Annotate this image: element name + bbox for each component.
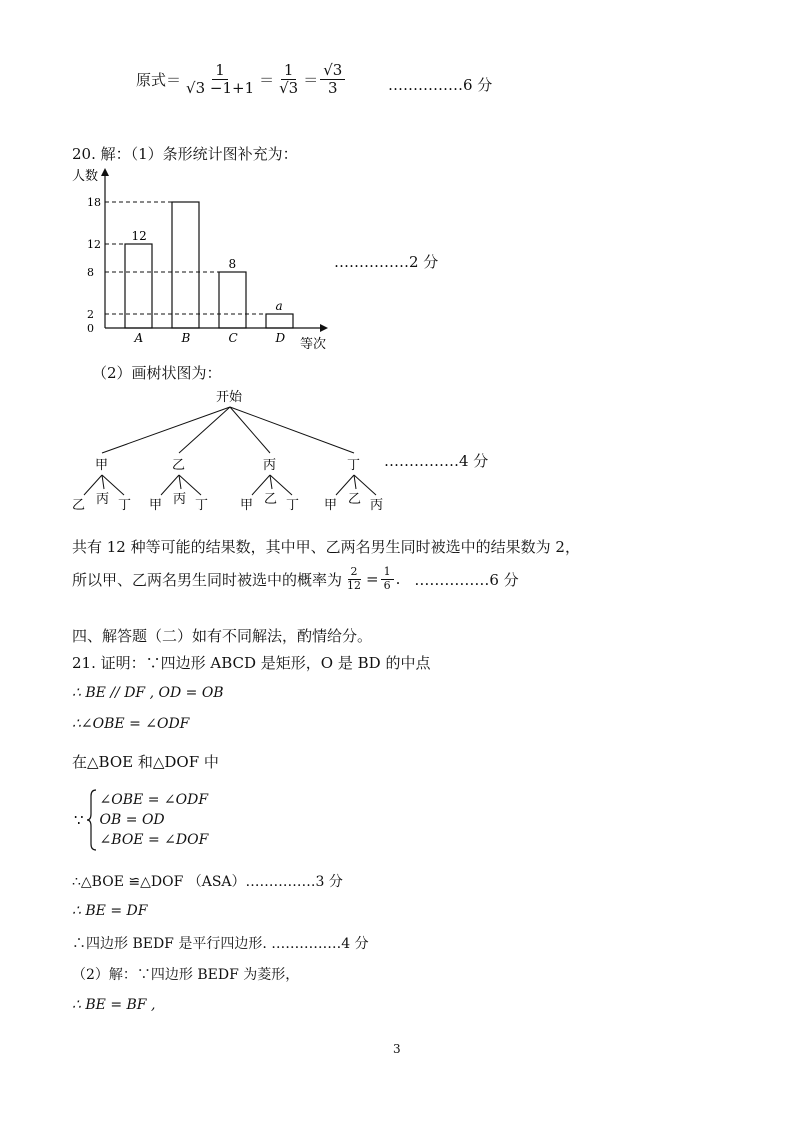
category-label: B (181, 331, 191, 345)
simplify-line (136, 62, 347, 98)
q21-line-2: ∴ BE // DF , OD = OB (72, 685, 224, 701)
because-symbol: ∵ (74, 811, 84, 829)
simplify-score: ……………6 分 (388, 76, 493, 94)
probability-line-1: 共有 12 种等可能的结果数，其中甲、乙两名男生同时被选中的结果数为 2， (72, 538, 580, 556)
fraction-2: $\frac{1}{√3}$ (279, 61, 299, 98)
q21-line-9: ∴ BE = BF , (72, 997, 156, 1013)
category-label: D (275, 331, 286, 345)
equals-1: ＝ (259, 71, 275, 90)
condition-2: OB = OD (99, 812, 165, 828)
congruence-conditions (74, 788, 208, 852)
tree-leaf-node: 甲 (149, 498, 163, 513)
q20-header: 20. 解：（1）条形统计图补充为： (72, 145, 298, 163)
tree-root: 开始 (216, 390, 243, 405)
y-tick-label: 0 (87, 322, 94, 335)
equals-2: ＝ (303, 71, 319, 90)
left-brace-icon (86, 788, 98, 852)
y-tick-label: 8 (87, 266, 94, 279)
tree-leaf-node: 丁 (118, 498, 132, 513)
x-axis-label: 等次 (300, 337, 327, 352)
tree-leaf-node: 丙 (173, 492, 187, 507)
tree-leaf-node: 丁 (195, 498, 209, 513)
bar-chart (72, 164, 342, 354)
prob-fraction-1: $\frac{2}{12}$ (347, 565, 362, 592)
tree-diagram (64, 385, 394, 525)
q21-line-7: ∴四边形 BEDF 是平行四边形. ……………4 分 (72, 936, 369, 952)
x-axis-arrow-icon (320, 324, 328, 332)
bar (219, 272, 246, 328)
tree-leaf-node: 甲 (324, 498, 338, 513)
tree-leaf-node: 丙 (96, 492, 110, 507)
condition-1: ∠OBE = ∠ODF (99, 792, 209, 808)
y-axis-arrow-icon (101, 168, 109, 176)
data-label: 12 (131, 229, 147, 243)
data-label: a (275, 299, 283, 313)
tree-leaf-node: 甲 (240, 498, 254, 513)
simplify-prefix: 原式＝ (136, 71, 182, 90)
condition-3: ∠BOE = ∠DOF (99, 832, 209, 848)
tree-branch-node: 乙 (172, 458, 186, 473)
category-label: A (134, 331, 144, 345)
tree-branch-node: 丁 (347, 458, 361, 473)
brace-lines (100, 790, 209, 850)
tree-branch-node: 丙 (263, 458, 277, 473)
probability-line-2: 所以甲、乙两名男生同时被选中的概率为 $\frac{2}{12}$ = $\frac{1}{6}$ . ……………6 分 (72, 565, 519, 592)
q21-line-4: 在△BOE 和△DOF 中 (72, 753, 219, 771)
tree-edge (179, 407, 230, 453)
fraction-1: $\frac{1}{√3 -1+1}$ (186, 61, 255, 98)
tree-edge (230, 407, 354, 453)
tree-leaf-node: 乙 (264, 492, 278, 507)
tree-edge (102, 407, 230, 453)
category-label: C (228, 331, 238, 345)
tree-leaf-node: 乙 (72, 498, 86, 513)
tree-leaf-node: 乙 (348, 492, 362, 507)
tree-branch-node: 甲 (95, 458, 109, 473)
q21-line-6: ∴ BE = DF (72, 903, 148, 919)
q21-line-3: ∴∠OBE = ∠ODF (72, 716, 190, 732)
data-label: 8 (228, 257, 237, 271)
page-number: 3 (393, 1042, 401, 1056)
bar (266, 314, 293, 328)
tree-leaf-node: 丙 (370, 498, 384, 513)
q21-line-1: 21. 证明：∵四边形 ABCD 是矩形，O 是 BD 的中点 (72, 654, 431, 672)
y-tick-label: 12 (87, 238, 101, 251)
fraction-3: $\frac{√3}{3}$ (320, 62, 345, 98)
bar (172, 202, 199, 328)
tree-leaf-node: 丁 (286, 498, 300, 513)
tree-header: （2）画树状图为： (92, 364, 222, 382)
bar (125, 244, 152, 328)
y-tick-label: 18 (87, 196, 101, 209)
tree-score: ……………4 分 (384, 452, 489, 470)
section-4-header: 四、解答题（二）如有不同解法，酌情给分。 (72, 627, 373, 645)
q21-line-8: （2）解：∵四边形 BEDF 为菱形， (72, 967, 300, 983)
y-axis-label: 人数 (72, 169, 99, 184)
q21-line-5: ∴△BOE ≌△DOF （ASA）……………3 分 (72, 874, 343, 890)
prob-fraction-2: $\frac{1}{6}$ (381, 566, 394, 592)
y-tick-label: 2 (87, 308, 94, 321)
chart-score: ……………2 分 (334, 253, 439, 271)
